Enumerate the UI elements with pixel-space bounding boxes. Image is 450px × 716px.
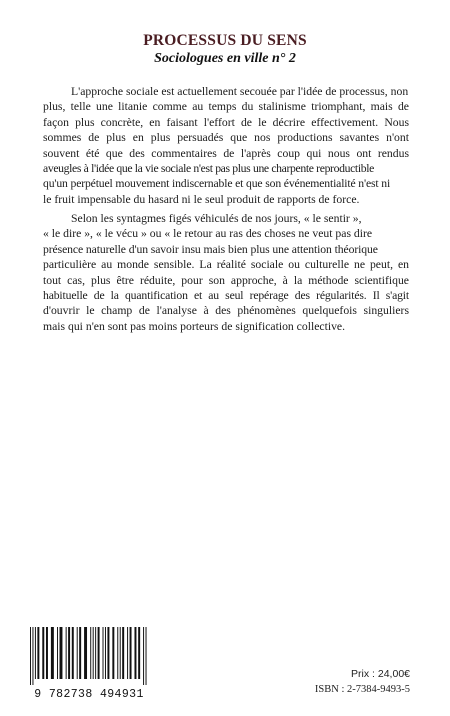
barcode-bar — [30, 627, 31, 685]
blurb-paragraph-1 — [43, 84, 409, 207]
barcode-bar — [103, 627, 104, 679]
barcode-bar — [77, 627, 78, 679]
text-line: mais qui n'en sont pas moins porteurs de signification collective. — [43, 319, 346, 333]
text-line: souvent été que des commentaires de l'après coup qui nous ont rendus — [43, 146, 409, 160]
text-line: qu'un perpétuel mouvement indiscernable et que son événementialité n'est ni — [43, 177, 391, 191]
barcode-bar — [35, 627, 36, 679]
barcode-bar — [127, 627, 128, 679]
barcode-bar — [143, 627, 144, 685]
barcode-bar — [37, 627, 39, 679]
text-line: d'ouvrir le champ de l'analyse à des phénomènes quelquefois singuliers — [43, 304, 409, 318]
barcode-bar — [46, 627, 48, 679]
barcode-bar — [112, 627, 114, 679]
text-line: sommes de plus en plus persuadés que nos productions savantes n'ont — [43, 131, 409, 145]
barcode-bar — [93, 627, 94, 679]
text-line: L'approche sociale est actuellement secouée par l'idée de processus, non — [71, 85, 409, 98]
isbn-barcode — [30, 627, 148, 685]
barcode-bar — [122, 627, 124, 679]
barcode-bar — [105, 627, 106, 679]
blurb-paragraph-2 — [43, 211, 409, 334]
text-line: tout cas, plus être réduite, pour son approche, à la méthode scientifique — [43, 273, 409, 287]
barcode-bar — [107, 627, 109, 679]
barcode-bar — [60, 627, 63, 679]
barcode-bar — [51, 627, 54, 679]
text-line: « le dire », « le vécu » ou « le retour au ras des choses ne veut pas dire — [43, 227, 373, 241]
text-line: aveugles à l'idée que la vie sociale n'est pas plus une charpente reproductible — [43, 162, 374, 176]
barcode-bar — [90, 627, 91, 679]
text-line: façon plus concrète, en faisant l'effort de le décrire effectivement. Nous — [43, 115, 409, 129]
barcode-bar — [84, 627, 87, 679]
barcode-bar — [98, 627, 100, 679]
barcode-bar — [57, 627, 58, 679]
barcode-bar — [138, 627, 140, 679]
barcode-bar — [42, 627, 44, 679]
isbn-label: ISBN : 2-7384-9493-5 — [314, 684, 410, 695]
barcode-bar — [134, 627, 136, 679]
book-subtitle: Sociologues en ville n° 2 — [154, 51, 296, 66]
barcode-bar — [130, 627, 132, 679]
barcode-number: 9 782738 494931 — [34, 688, 144, 701]
barcode-bar — [32, 627, 33, 685]
text-line: particulière au monde sensible. La réalité sociale ou culturelle ne peut, en — [43, 258, 409, 272]
barcode-bar — [79, 627, 81, 679]
barcode-bar — [68, 627, 70, 679]
barcode-bar — [72, 627, 74, 679]
price-label: Prix : 24,00€ — [351, 668, 410, 680]
barcode-bar — [120, 627, 121, 679]
text-line: habituelle de la quantification et au seul repérage des régularités. Il s'agit — [43, 289, 409, 303]
barcode-bar — [117, 627, 118, 679]
barcode-bar — [146, 627, 147, 685]
barcode-bar — [95, 627, 96, 679]
text-line: Selon les syntagmes figés véhiculés de nos jours, « le sentir », — [71, 212, 362, 225]
book-title: PROCESSUS DU SENS — [143, 32, 307, 49]
barcode-bar — [66, 627, 67, 679]
text-line: le fruit impensable du hasard ni le seul produit de rapports de force. — [43, 192, 360, 206]
text-line: présence naturelle d'un savoir insu mais bien plus une attention théorique — [43, 242, 378, 256]
text-line: plus, telle une litanie comme au temps du stalinisme triomphant, mais de — [43, 100, 409, 114]
